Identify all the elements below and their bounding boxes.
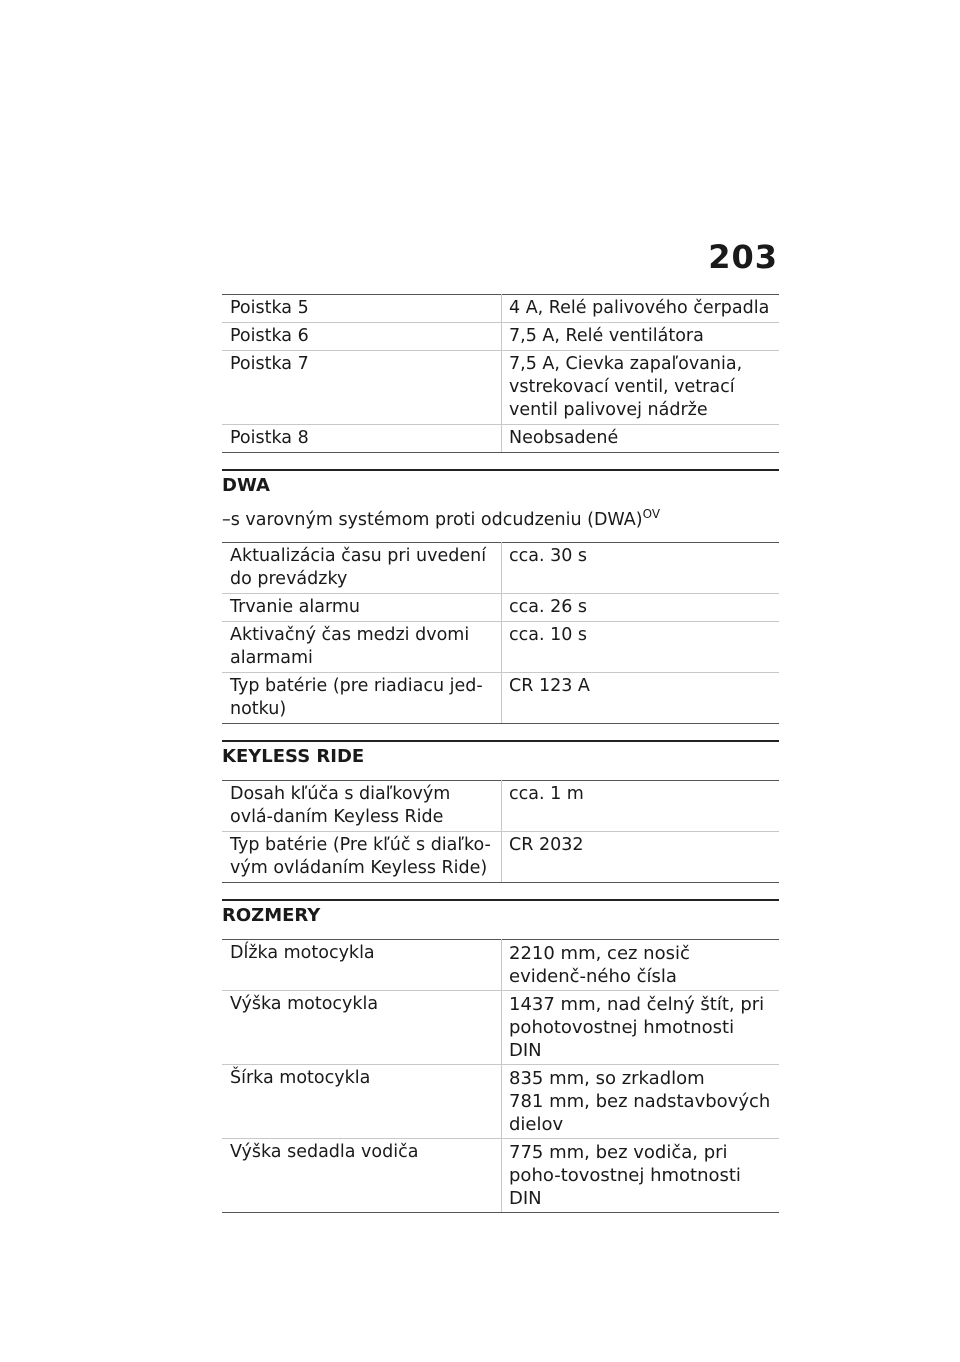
table-row — [222, 673, 779, 724]
row-value: cca. 10 s — [502, 622, 780, 673]
section-heading-keyless: KEYLESS RIDE — [222, 740, 779, 768]
table-row — [222, 781, 779, 832]
row-value-line: 781 mm, bez nadstavbových dielov — [509, 1091, 771, 1135]
row-label: Typ batérie (pre riadiacu jed-notku) — [222, 673, 502, 724]
row-value: cca. 1 m — [502, 781, 780, 832]
table-row — [222, 622, 779, 673]
row-label: Aktualizácia času pri uvedení do prevádzky — [222, 543, 502, 594]
row-label: Poistka 7 — [222, 351, 502, 425]
row-value: 2210 mm, cez nosič evidenč-ného čísla — [502, 940, 780, 991]
table-row — [222, 1139, 779, 1213]
dwa-table — [222, 542, 779, 724]
row-value: CR 123 A — [502, 673, 780, 724]
content — [222, 294, 779, 1213]
row-value-line: 835 mm, so zrkadlom — [509, 1068, 705, 1089]
table-row — [222, 425, 779, 453]
table-row — [222, 543, 779, 594]
row-label: Poistka 6 — [222, 323, 502, 351]
table-row — [222, 323, 779, 351]
keyless-table — [222, 780, 779, 883]
table-row — [222, 594, 779, 622]
row-value: CR 2032 — [502, 832, 780, 883]
row-label: Šírka motocykla — [222, 1065, 502, 1139]
row-label: Výška motocykla — [222, 991, 502, 1065]
row-label: Poistka 5 — [222, 295, 502, 323]
row-value: 7,5 A, Relé ventilátora — [502, 323, 780, 351]
row-value: 1437 mm, nad čelný štít, pri pohotovostnej hmotnosti DIN — [502, 991, 780, 1065]
dwa-note — [222, 503, 779, 532]
table-row — [222, 1065, 779, 1139]
row-label: Dĺžka motocykla — [222, 940, 502, 991]
row-label: Trvanie alarmu — [222, 594, 502, 622]
dwa-note-text: –s varovným systémom proti odcudzeniu (DWA) — [222, 510, 643, 530]
table-row — [222, 295, 779, 323]
fuse-table — [222, 294, 779, 453]
page-number: 203 — [708, 238, 778, 276]
row-label: Poistka 8 — [222, 425, 502, 453]
row-value: cca. 30 s — [502, 543, 780, 594]
table-row — [222, 832, 779, 883]
dwa-note-sup: OV — [642, 507, 661, 521]
row-value — [502, 1065, 780, 1139]
row-label: Výška sedadla vodiča — [222, 1139, 502, 1213]
section-heading-dwa: DWA — [222, 469, 779, 497]
row-value: 775 mm, bez vodiča, pri poho-tovostnej hmotnosti DIN — [502, 1139, 780, 1213]
row-label: Aktivačný čas medzi dvomi alarmami — [222, 622, 502, 673]
row-label: Dosah kľúča s diaľkovým ovlá-daním Keyless Ride — [222, 781, 502, 832]
row-label: Typ batérie (Pre kľúč s diaľko-vým ovládaním Keyless Ride) — [222, 832, 502, 883]
row-value: Neobsadené — [502, 425, 780, 453]
table-row — [222, 940, 779, 991]
table-row — [222, 991, 779, 1065]
section-heading-rozmery: ROZMERY — [222, 899, 779, 927]
rozmery-table — [222, 939, 779, 1213]
row-value: cca. 26 s — [502, 594, 780, 622]
table-row — [222, 351, 779, 425]
row-value: 7,5 A, Cievka zapaľovania, vstrekovací ventil, vetrací ventil palivovej nádrže — [502, 351, 780, 425]
row-value: 4 A, Relé palivového čerpadla — [502, 295, 780, 323]
